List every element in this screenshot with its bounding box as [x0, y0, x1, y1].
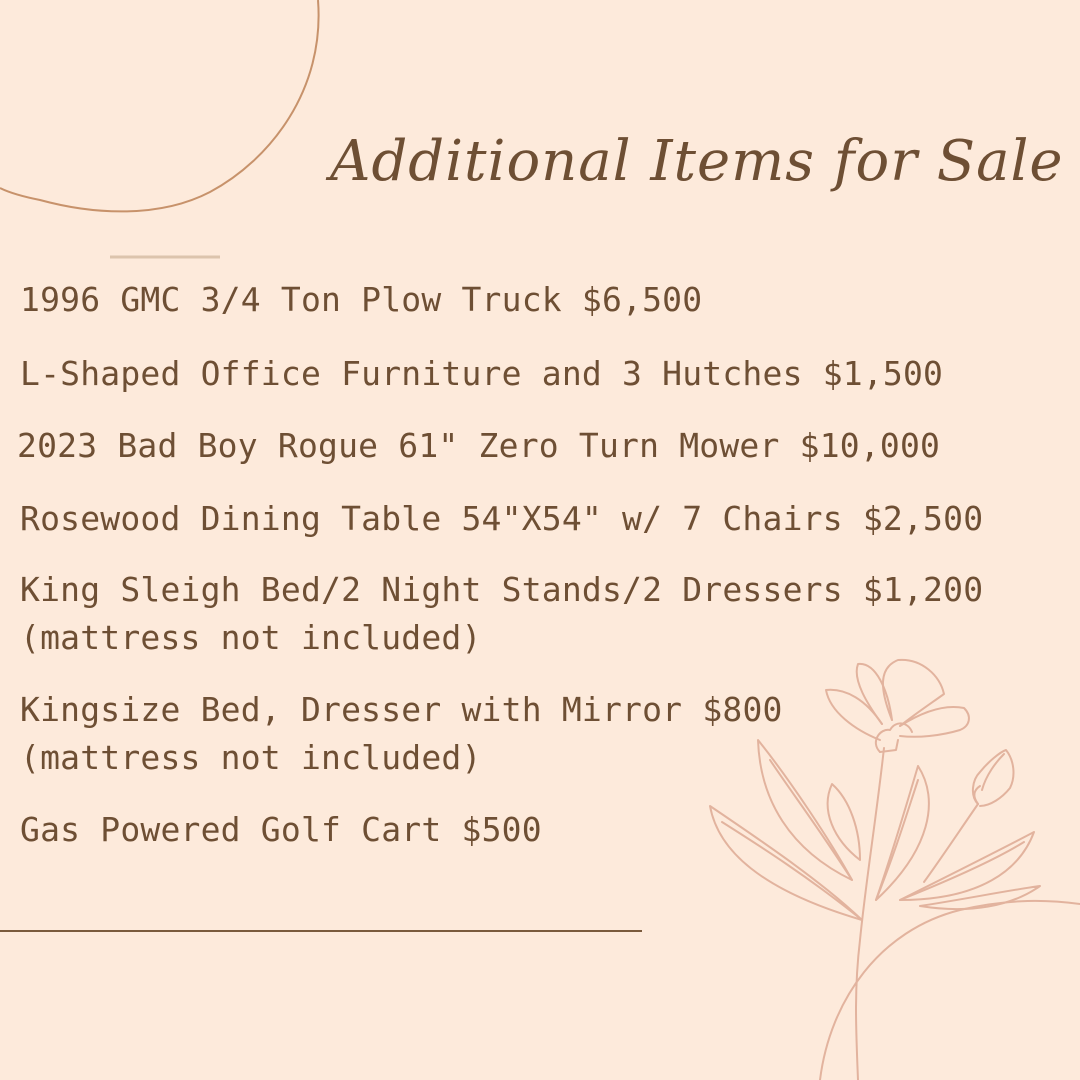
list-item — [20, 806, 542, 854]
item-name: Kingsize Bed, Dresser with Mirror — [20, 690, 683, 729]
item-price: $10,000 — [799, 426, 941, 465]
list-item — [20, 350, 943, 398]
item-price: $6,500 — [581, 280, 703, 319]
circle-outline — [0, 0, 319, 211]
item-price: $2,500 — [862, 499, 984, 538]
item-name: Gas Powered Golf Cart — [20, 810, 442, 849]
item-name: L-Shaped Office Furniture and 3 Hutches — [20, 354, 803, 393]
item-name: 2023 Bad Boy Rogue 61" Zero Turn Mower — [17, 426, 780, 465]
item-price: $500 — [461, 810, 542, 849]
list-item — [20, 276, 702, 324]
item-name: King Sleigh Bed/2 Night Stands/2 Dressers — [20, 570, 843, 609]
list-item — [20, 495, 983, 543]
page-title: Additional Items for Sale — [330, 129, 1064, 194]
item-name: 1996 GMC 3/4 Ton Plow Truck — [20, 280, 562, 319]
list-item — [17, 422, 940, 470]
item-note: (mattress not included) — [20, 618, 482, 657]
item-price: $1,200 — [862, 570, 984, 609]
list-item — [20, 566, 983, 662]
list-item — [20, 686, 783, 782]
item-price: $1,500 — [822, 354, 944, 393]
item-note: (mattress not included) — [20, 738, 482, 777]
item-price: $800 — [702, 690, 783, 729]
item-name: Rosewood Dining Table 54"X54" w/ 7 Chairs — [20, 499, 843, 538]
